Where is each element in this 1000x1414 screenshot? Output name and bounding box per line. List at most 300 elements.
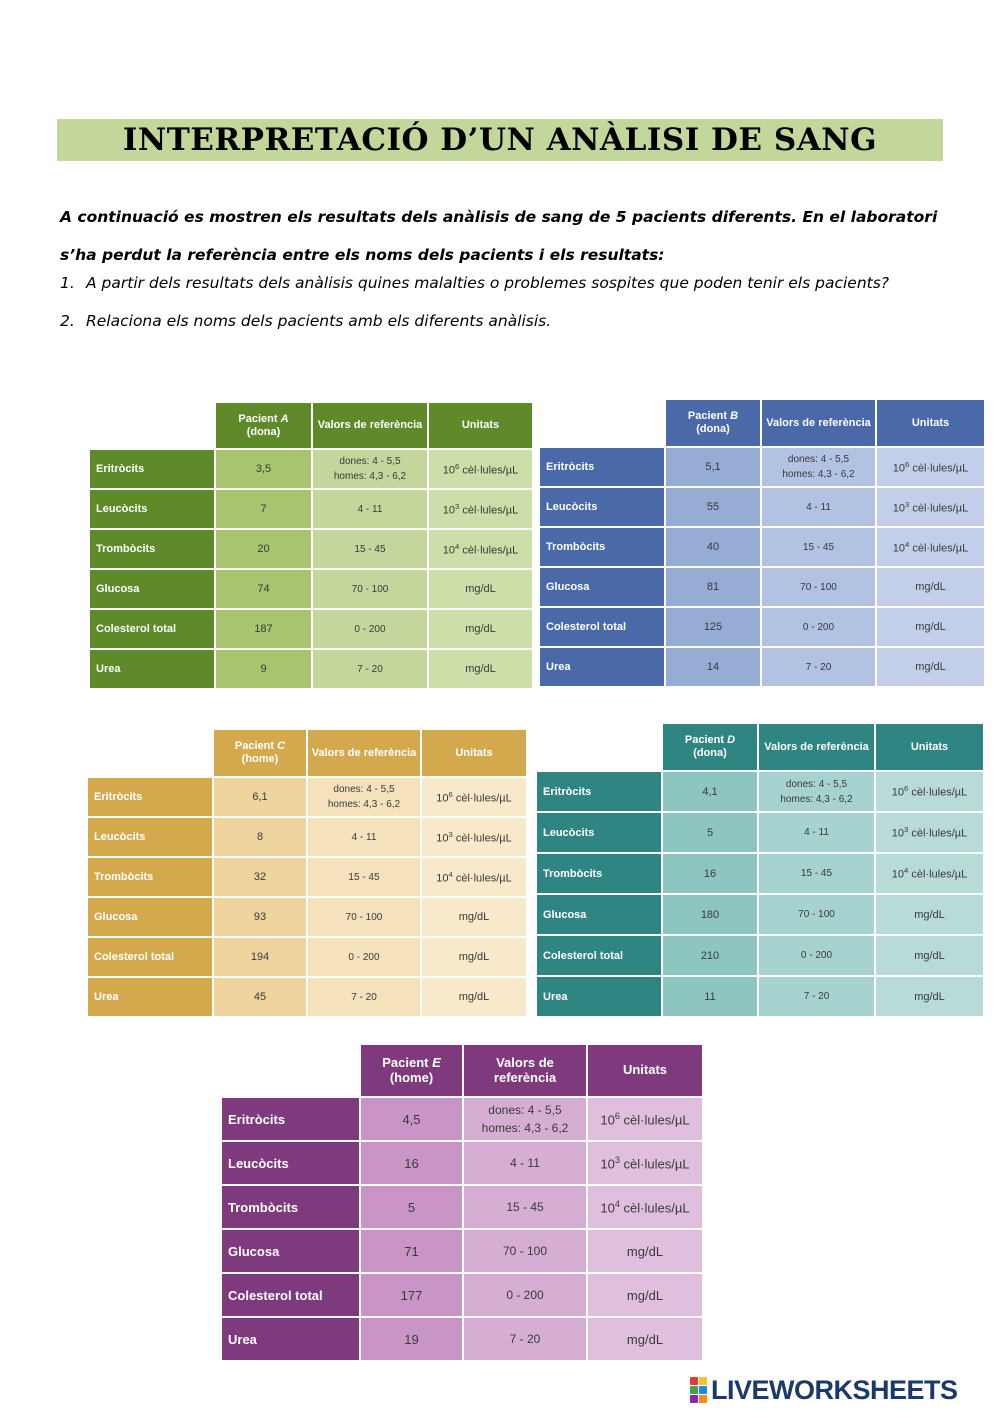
result-value: 210: [663, 936, 757, 975]
patient-header: [214, 730, 306, 776]
result-value: 3,5: [216, 450, 311, 488]
table-row: [540, 528, 984, 566]
unit-cell: [429, 530, 532, 568]
result-value: 187: [216, 610, 311, 648]
table-row: [540, 648, 984, 686]
unit-base: 10: [442, 504, 456, 517]
result-value: 93: [214, 898, 306, 936]
table-row: [540, 448, 984, 486]
unit-base: 10: [891, 868, 905, 881]
result-value: 177: [361, 1274, 462, 1316]
result-value: 74: [216, 570, 311, 608]
reference-women: dones: 4 - 5,5: [488, 1103, 562, 1117]
unit-rest: cèl·lules/µL: [908, 827, 968, 840]
result-value: 5,1: [666, 448, 760, 486]
reference-range: [464, 1098, 586, 1140]
unit-exponent: 4: [455, 541, 460, 551]
table-row: [88, 858, 526, 896]
result-value: 20: [216, 530, 311, 568]
reference-value: 15 - 45: [802, 541, 835, 553]
reference-header: Valors de referència: [759, 724, 874, 770]
reference-women: dones: 4 - 5,5: [339, 456, 401, 467]
unit-cell: [588, 1186, 702, 1228]
blood-test-table-c: [86, 728, 528, 1018]
reference-value: 4 - 11: [357, 503, 383, 515]
question-1: [60, 274, 950, 292]
unit-cell: [588, 1142, 702, 1184]
reference-range: [464, 1142, 586, 1184]
parameter-name: Colesterol total: [537, 936, 661, 975]
parameter-name: Leucòcits: [88, 818, 212, 856]
question-text: A partir dels resultats dels anàlisis quines malalties o problemes sospites que poden tenir els pacients?: [86, 274, 890, 292]
unit-rest: cèl·lules/µL: [619, 1112, 690, 1128]
question-number: 2.: [60, 312, 75, 330]
parameter-name: Glucosa: [90, 570, 214, 608]
reference-value: 15 - 45: [506, 1200, 544, 1214]
unit-value: mg/dL: [626, 1287, 664, 1303]
parameter-name: Trombòcits: [537, 854, 661, 893]
question-2: [60, 312, 950, 330]
table-row: [88, 778, 526, 816]
result-value: 4,1: [663, 772, 757, 811]
reference-value: 4 - 11: [804, 827, 829, 838]
header-blank: [540, 400, 664, 446]
units-header: Unitats: [876, 724, 983, 770]
unit-exponent: 6: [455, 461, 460, 471]
reference-range: [759, 854, 874, 893]
result-value: 14: [666, 648, 760, 686]
parameter-name: Eritròcits: [88, 778, 212, 816]
reference-value: 4 - 11: [806, 501, 831, 513]
reference-range: [762, 568, 875, 606]
unit-value: mg/dL: [465, 583, 496, 595]
unit-rest: cèl·lules/µL: [452, 792, 512, 805]
reference-header: Valors de referència: [308, 730, 420, 776]
reference-range: [308, 898, 420, 936]
unit-base: 10: [436, 832, 449, 845]
reference-value: 0 - 200: [802, 621, 835, 633]
unit-cell: [876, 772, 983, 811]
reference-value: 70 - 100: [798, 909, 835, 920]
unit-rest: cèl·lules/µL: [908, 786, 968, 799]
header-blank: [222, 1045, 359, 1096]
unit-exponent: 3: [455, 501, 460, 511]
reference-women: dones: 4 - 5,5: [787, 454, 850, 465]
unit-rest: cèl·lules/µL: [908, 868, 968, 881]
parameter-name: Leucòcits: [90, 490, 214, 528]
parameter-name: Urea: [88, 978, 212, 1016]
reference-value: 0 - 200: [506, 1288, 544, 1302]
unit-rest: cèl·lules/µL: [909, 502, 969, 515]
table-row: [222, 1186, 702, 1228]
reference-range: [759, 895, 874, 934]
reference-header: Valors de referència: [762, 400, 875, 446]
table-row: [90, 490, 532, 528]
unit-cell: [877, 568, 984, 606]
unit-base: 10: [436, 792, 449, 805]
parameter-name: Leucòcits: [540, 488, 664, 526]
table-row: [537, 977, 983, 1016]
parameter-name: Glucosa: [540, 568, 664, 606]
reference-range: [464, 1318, 586, 1360]
unit-value: mg/dL: [914, 949, 945, 962]
unit-base: 10: [600, 1200, 615, 1216]
question-text: Relaciona els noms dels pacients amb els diferents anàlisis.: [86, 312, 552, 330]
units-header: Unitats: [429, 403, 532, 448]
unit-exponent: 6: [614, 1110, 620, 1121]
parameter-name: Colesterol total: [90, 610, 214, 648]
page-title: INTERPRETACIÓ D’UN ANÀLISI DE SANG: [122, 122, 878, 158]
reference-range: [308, 858, 420, 896]
result-value: 16: [663, 854, 757, 893]
result-value: 71: [361, 1230, 462, 1272]
parameter-name: Glucosa: [222, 1230, 359, 1272]
parameter-name: Eritròcits: [90, 450, 214, 488]
result-value: 19: [361, 1318, 462, 1360]
unit-cell: [422, 978, 526, 1016]
reference-range: [464, 1230, 586, 1272]
unit-value: mg/dL: [458, 951, 490, 963]
header-blank: [90, 403, 214, 448]
unit-rest: cèl·lules/µL: [452, 832, 512, 845]
units-header: Unitats: [422, 730, 526, 776]
unit-base: 10: [600, 1112, 615, 1128]
unit-base: 10: [442, 544, 456, 557]
patient-sex: (dona): [696, 423, 730, 435]
parameter-name: Eritròcits: [540, 448, 664, 486]
table-row: [540, 488, 984, 526]
patient-letter: E: [432, 1054, 441, 1070]
table-row: [222, 1098, 702, 1140]
table-row: [537, 936, 983, 975]
unit-base: 10: [600, 1156, 615, 1172]
patient-letter: D: [727, 734, 736, 747]
reference-header: Valors de referència: [464, 1045, 586, 1096]
reference-range: [313, 450, 427, 488]
unit-exponent: 3: [614, 1154, 620, 1165]
reference-value: 7 - 20: [803, 991, 830, 1002]
reference-range: [308, 938, 420, 976]
unit-cell: [429, 570, 532, 608]
reference-value: 70 - 100: [351, 583, 389, 595]
header-blank: [88, 730, 212, 776]
unit-rest: cèl·lules/µL: [619, 1200, 690, 1216]
parameter-name: Colesterol total: [88, 938, 212, 976]
result-value: 5: [663, 813, 757, 852]
intro-text: A continuació es mostren els resultats dels anàlisis de sang de 5 pacients diferents. En el laboratori s’ha perdut la referència entre els noms dels pacients i els resultats:: [60, 208, 938, 264]
parameter-name: Trombòcits: [540, 528, 664, 566]
reference-men: homes: 4,3 - 6,2: [780, 793, 853, 805]
reference-men: homes: 4,3 - 6,2: [327, 799, 401, 810]
reference-men: homes: 4,3 - 6,2: [333, 471, 407, 482]
parameter-name: Colesterol total: [222, 1274, 359, 1316]
table-row: [90, 610, 532, 648]
table-header-row: [222, 1045, 702, 1096]
patient-sex: (home): [389, 1069, 434, 1085]
unit-base: 10: [892, 502, 906, 515]
table-row: [90, 450, 532, 488]
unit-cell: [588, 1098, 702, 1140]
result-value: 5: [361, 1186, 462, 1228]
unit-cell: [429, 610, 532, 648]
unit-value: mg/dL: [626, 1243, 664, 1259]
reference-range: [762, 448, 875, 486]
patient-header: [361, 1045, 462, 1096]
unit-cell: [422, 898, 526, 936]
result-value: 6,1: [214, 778, 306, 816]
unit-cell: [877, 528, 984, 566]
blood-test-table-b: [538, 398, 986, 688]
unit-value: mg/dL: [465, 623, 496, 635]
reference-range: [313, 490, 427, 528]
unit-exponent: 4: [614, 1198, 620, 1209]
unit-cell: [877, 648, 984, 686]
result-value: 45: [214, 978, 306, 1016]
patient-letter: C: [277, 740, 286, 753]
title-banner: [57, 119, 943, 161]
question-number: 1.: [60, 274, 75, 292]
table-row: [88, 898, 526, 936]
table-row: [537, 772, 983, 811]
result-value: 55: [666, 488, 760, 526]
reference-range: [308, 818, 420, 856]
table-row: [540, 608, 984, 646]
unit-cell: [876, 854, 983, 893]
parameter-name: Urea: [222, 1318, 359, 1360]
reference-women: dones: 4 - 5,5: [785, 778, 848, 790]
patient-header: [666, 400, 760, 446]
reference-range: [762, 648, 875, 686]
patient-label: Pacient: [687, 410, 728, 423]
reference-value: 15 - 45: [800, 868, 833, 879]
unit-cell: [877, 488, 984, 526]
unit-value: mg/dL: [915, 661, 946, 673]
unit-exponent: 6: [448, 789, 453, 799]
unit-value: mg/dL: [915, 621, 946, 633]
table-row: [222, 1230, 702, 1272]
unit-rest: cèl·lules/µL: [909, 462, 969, 475]
unit-base: 10: [892, 462, 906, 475]
patient-sex: (dona): [693, 747, 727, 759]
unit-base: 10: [891, 786, 905, 799]
unit-rest: cèl·lules/µL: [459, 464, 519, 477]
unit-exponent: 3: [904, 825, 909, 835]
logo-text: LIVEWORKSHEETS: [711, 1374, 958, 1405]
unit-base: 10: [436, 872, 449, 885]
table-row: [88, 978, 526, 1016]
result-value: 4,5: [361, 1098, 462, 1140]
reference-range: [464, 1186, 586, 1228]
reference-value: 0 - 200: [354, 623, 386, 635]
patient-header: [216, 403, 311, 448]
patient-letter: A: [280, 412, 289, 425]
unit-rest: cèl·lules/µL: [909, 542, 969, 555]
unit-cell: [588, 1274, 702, 1316]
unit-cell: [876, 895, 983, 934]
parameter-name: Glucosa: [88, 898, 212, 936]
parameter-name: Leucòcits: [222, 1142, 359, 1184]
unit-exponent: 3: [448, 829, 453, 839]
reference-range: [313, 570, 427, 608]
reference-value: 70 - 100: [502, 1244, 548, 1258]
result-value: 125: [666, 608, 760, 646]
unit-base: 10: [442, 464, 456, 477]
unit-base: 10: [892, 542, 906, 555]
reference-range: [308, 978, 420, 1016]
unit-value: mg/dL: [626, 1331, 664, 1347]
unit-cell: [429, 490, 532, 528]
table-row: [537, 813, 983, 852]
unit-value: mg/dL: [465, 663, 496, 675]
unit-exponent: 6: [904, 784, 909, 794]
patient-letter: B: [730, 410, 739, 423]
result-value: 8: [214, 818, 306, 856]
result-value: 81: [666, 568, 760, 606]
reference-men: homes: 4,3 - 6,2: [481, 1121, 569, 1135]
result-value: 32: [214, 858, 306, 896]
parameter-name: Trombòcits: [88, 858, 212, 896]
header-blank: [537, 724, 661, 770]
reference-range: [759, 936, 874, 975]
result-value: 7: [216, 490, 311, 528]
reference-value: 4 - 11: [510, 1156, 540, 1170]
patient-label: Pacient: [684, 734, 725, 747]
result-value: 40: [666, 528, 760, 566]
reference-value: 15 - 45: [348, 871, 380, 883]
reference-value: 7 - 20: [351, 991, 377, 1003]
result-value: 194: [214, 938, 306, 976]
parameter-name: Urea: [540, 648, 664, 686]
units-header: Unitats: [588, 1045, 702, 1096]
reference-header: Valors de referència: [313, 403, 427, 448]
unit-rest: cèl·lules/µL: [452, 872, 512, 885]
reference-value: 0 - 200: [348, 951, 380, 963]
patient-label: Pacient: [238, 412, 278, 425]
units-header: Unitats: [877, 400, 984, 446]
parameter-name: Glucosa: [537, 895, 661, 934]
unit-exponent: 4: [448, 869, 453, 879]
unit-value: mg/dL: [914, 908, 945, 921]
patient-sex: (home): [241, 753, 279, 765]
table-row: [222, 1318, 702, 1360]
reference-value: 15 - 45: [354, 543, 386, 555]
unit-cell: [588, 1318, 702, 1360]
reference-range: [308, 778, 420, 816]
reference-range: [464, 1274, 586, 1316]
table-row: [537, 895, 983, 934]
unit-rest: cèl·lules/µL: [619, 1156, 690, 1172]
reference-range: [759, 772, 874, 811]
parameter-name: Eritròcits: [222, 1098, 359, 1140]
unit-cell: [422, 938, 526, 976]
unit-value: mg/dL: [458, 991, 490, 1003]
reference-range: [313, 650, 427, 688]
reference-value: 70 - 100: [800, 581, 837, 593]
reference-value: 70 - 100: [345, 911, 383, 923]
unit-exponent: 6: [905, 459, 910, 469]
unit-cell: [876, 936, 983, 975]
patient-sex: (dona): [246, 425, 281, 438]
unit-cell: [422, 858, 526, 896]
unit-rest: cèl·lules/µL: [459, 504, 519, 517]
table-row: [90, 570, 532, 608]
table-row: [88, 938, 526, 976]
table-row: [90, 650, 532, 688]
unit-cell: [876, 977, 983, 1016]
table-row: [222, 1142, 702, 1184]
table-header-row: [540, 400, 984, 446]
table-header-row: [90, 403, 532, 448]
result-value: 16: [361, 1142, 462, 1184]
parameter-name: Trombòcits: [222, 1186, 359, 1228]
reference-range: [762, 528, 875, 566]
patient-label: Pacient: [234, 740, 275, 753]
patient-label: Pacient: [382, 1054, 429, 1070]
result-value: 11: [663, 977, 757, 1016]
reference-value: 7 - 20: [509, 1332, 541, 1346]
unit-value: mg/dL: [915, 581, 946, 593]
patient-header: [663, 724, 757, 770]
reference-men: homes: 4,3 - 6,2: [782, 469, 855, 480]
reference-range: [759, 977, 874, 1016]
table-header-row: [537, 724, 983, 770]
reference-women: dones: 4 - 5,5: [333, 784, 395, 795]
reference-range: [313, 530, 427, 568]
unit-exponent: 4: [905, 539, 910, 549]
parameter-name: Urea: [537, 977, 661, 1016]
unit-exponent: 4: [904, 866, 909, 876]
unit-base: 10: [891, 827, 905, 840]
table-row: [540, 568, 984, 606]
table-row: [537, 854, 983, 893]
reference-value: 7 - 20: [805, 661, 832, 673]
blood-test-table-d: [535, 722, 985, 1018]
unit-cell: [588, 1230, 702, 1272]
unit-cell: [877, 448, 984, 486]
unit-exponent: 3: [905, 499, 910, 509]
unit-cell: [422, 818, 526, 856]
unit-cell: [429, 450, 532, 488]
table-row: [88, 818, 526, 856]
reference-value: 7 - 20: [357, 663, 383, 675]
table-row: [222, 1274, 702, 1316]
parameter-name: Colesterol total: [540, 608, 664, 646]
table-header-row: [88, 730, 526, 776]
parameter-name: Eritròcits: [537, 772, 661, 811]
result-value: 9: [216, 650, 311, 688]
liveworksheets-logo-icon: [690, 1377, 707, 1403]
reference-range: [762, 608, 875, 646]
unit-cell: [877, 608, 984, 646]
result-value: 180: [663, 895, 757, 934]
reference-range: [759, 813, 874, 852]
blood-test-table-a: [88, 401, 534, 690]
unit-cell: [429, 650, 532, 688]
table-row: [90, 530, 532, 568]
parameter-name: Trombòcits: [90, 530, 214, 568]
unit-value: mg/dL: [458, 911, 490, 923]
blood-test-table-e: [220, 1043, 704, 1362]
reference-range: [762, 488, 875, 526]
unit-value: mg/dL: [914, 990, 945, 1003]
reference-value: 0 - 200: [800, 950, 833, 961]
reference-range: [313, 610, 427, 648]
unit-cell: [876, 813, 983, 852]
parameter-name: Leucòcits: [537, 813, 661, 852]
unit-cell: [422, 778, 526, 816]
parameter-name: Urea: [90, 650, 214, 688]
unit-rest: cèl·lules/µL: [459, 544, 519, 557]
